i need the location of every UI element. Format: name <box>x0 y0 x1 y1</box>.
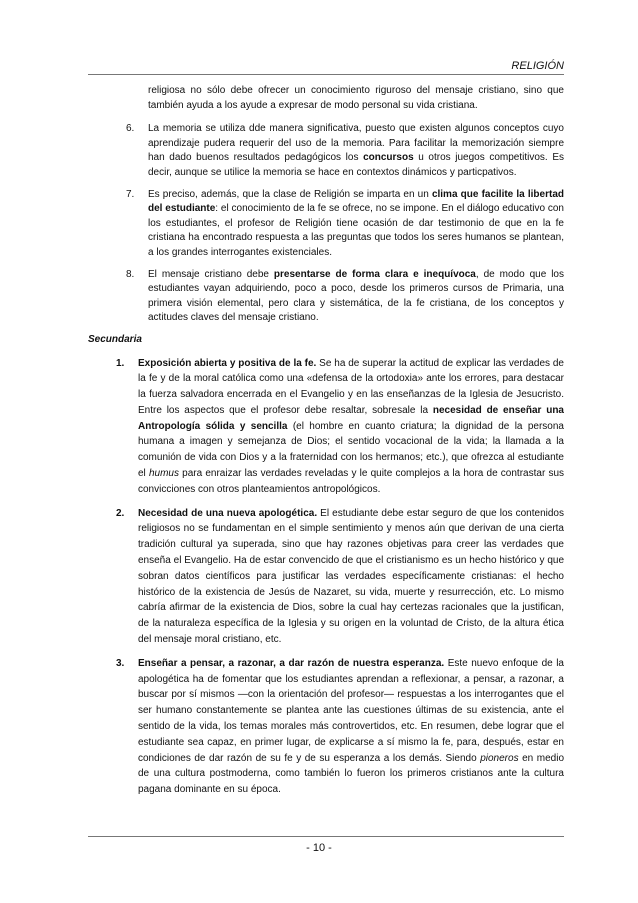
list-item <box>88 122 564 180</box>
item-number: 6. <box>126 123 135 135</box>
item-number: 3. <box>116 657 125 669</box>
item-number: 2. <box>116 507 125 519</box>
running-header: RELIGIÓN <box>511 60 564 72</box>
primary-list <box>88 122 564 326</box>
item-number: 8. <box>126 268 135 280</box>
section-heading: Secundaria <box>88 333 142 345</box>
item-number: 1. <box>116 357 125 369</box>
item-text: Enseñar a pensar, a razonar, a dar razón de nuestra esperanza. Este nuevo enfoque de la apologética ha de fomentar que los estudiantes aprendan a reflexionar, a pensar, a razonar, a buscar por sí mismos —con la orientación del profesor— respuestas a los interrogantes que el ser humano constantemente se plantea ante las cuestiones últimas de su existencia, ante el sentido de la vida, los temas morales más controvertidos, etc. En resumen, debe lograr que el estudiante sea capaz, en primer lugar, de explicarse a sí mismo la fe, para, después, estar en condiciones de dar razón de su fe y de su esperanza a los demás. Siendo pioneros en medio de una cultura postmoderna, como también lo fueron los primeros cristianos ante la cultura pagana dominante en su época. <box>138 657 565 796</box>
item-text: Exposición abierta y positiva de la fe. Se ha de superar la actitud de explicar las verdades de la fe y de la moral católica como una «defensa de la ortodoxia» ante los errores, para destacar la fuerza salvadora encerrada en el Evangelio y en las enseñanzas de la Iglesia de Jesucristo. Entre los aspectos que el profesor debe resaltar, sobresale la necesidad de enseñar una Antropología sólida y sencilla (el hombre en cuanto criatura; la dignidad de la persona humana a imagen y semejanza de Dios; el sentido vocacional de la vida; la llamada a la comunión de vida con Dios y a la fraternidad con los hermanos; etc.), que ofrezca al estudiante el humus para enraizar las verdades reveladas y le quite complejos a la hora de contrastar sus convicciones con otros planteamientos antropológicos. <box>138 357 565 495</box>
list-item <box>88 506 564 648</box>
item-text: Es preciso, además, que la clase de Religión se imparta en un clima que facilite la libertad del estudiante: el conocimiento de la fe se ofrece, no se impone. En el diálogo educativo con los estudiantes, el profesor de Religión tiene ocasión de dar testimonio de que en la fe cristiana ha encontrado respuesta a las preguntas que todos los seres humanos se plantean, a los grandes interrogantes existenciales. <box>148 188 564 258</box>
secondary-list <box>88 356 564 799</box>
item-text: El mensaje cristiano debe presentarse de forma clara e inequívoca, de modo que los estudiantes vayan adquiriendo, poco a poco, desde los primeros cursos de Primaria, una primera visión elemental, pero clara y sistemática, de la fe cristiana, de los conceptos y actitudes claves del mensaje cristiano. <box>148 268 564 324</box>
item-number: 7. <box>126 188 135 200</box>
list-item <box>88 356 564 498</box>
list-item <box>88 268 564 326</box>
item-text: Necesidad de una nueva apologética. El estudiante debe estar seguro de que los contenidos religiosos no se fundamentan en el simple sentimiento y menos aún que derivan de una cierta tradición cultural ya superada, sino que hay razones objetivas para creer las verdades que enseña el Evangelio. Ha de estar convencido de que el cristianismo es un hecho histórico y que sobran datos científicos para justificar las verdades específicamente cristianas: el hecho histórico de la existencia de Jesús de Nazaret, su vida, muerte y resurrección, etc. Lo mismo cabría afirmar de la existencia de Dios, sobre la cual hay certezas racionales que la justifican, de la naturaleza específica de la Iglesia y su origen en la voluntad de Cristo, de la altura ética del mensaje moral cristiano, etc. <box>138 507 564 646</box>
list-item <box>88 656 564 798</box>
header-divider <box>88 74 564 75</box>
item-text: La memoria se utiliza dde manera significativa, puesto que existen algunos conceptos cuyo aprendizaje pudera requerir del uso de la memoria. Para facilitar la memorización siempre han dado buenos resultados pedagógicos los concursos u otros juegos competitivos. Es decir, aunque se utilice la memoria se hace en contextos dinámicos y particpativos. <box>148 123 564 178</box>
list-item <box>88 188 564 261</box>
footer-divider <box>88 836 564 837</box>
continuation-paragraph: religiosa no sólo debe ofrecer un conocimiento riguroso del mensaje cristiano, sino que también ayuda a los ayude a expresar de modo personal su vida cristiana. <box>148 85 564 111</box>
page-number: - 10 - <box>306 842 332 854</box>
page-body <box>88 84 564 806</box>
